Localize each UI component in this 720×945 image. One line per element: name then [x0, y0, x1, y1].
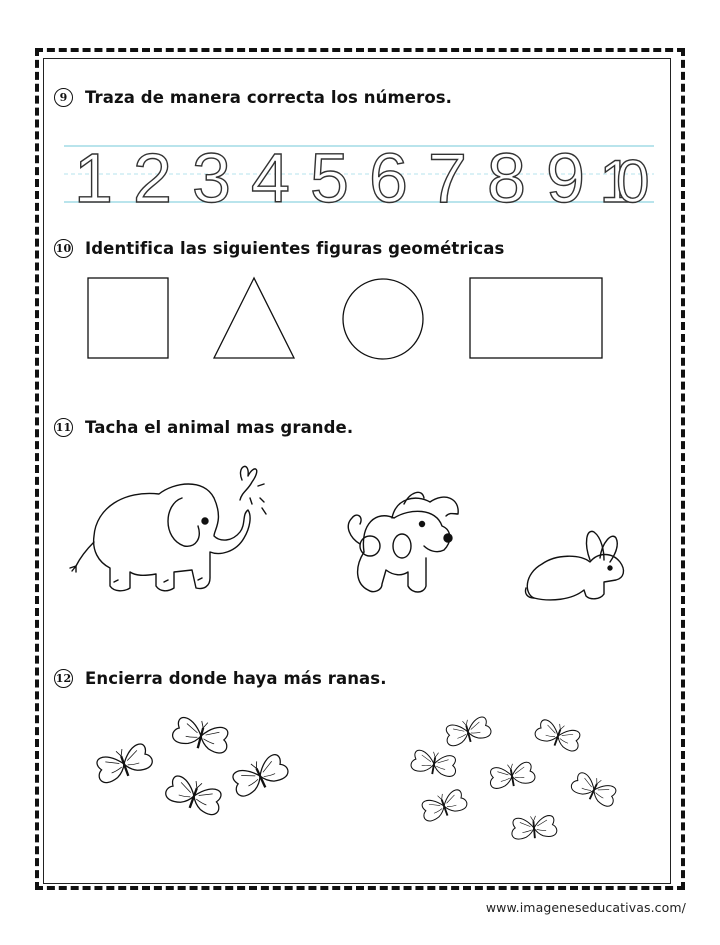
question-text: Tacha el animal mas grande. — [85, 418, 354, 437]
butterfly-area — [84, 706, 624, 856]
geometric-shapes — [84, 276, 612, 364]
trace-number-3: 3 — [192, 139, 231, 212]
question-text: Identifica las siguientes figuras geométricas — [85, 239, 505, 258]
butterfly-icon — [229, 751, 291, 799]
butterfly-icon — [443, 715, 492, 748]
animals-row — [64, 458, 654, 618]
question-text: Encierra donde haya más ranas. — [85, 669, 387, 688]
rabbit-illustration — [525, 531, 623, 600]
trace-number-10: 10 — [599, 148, 650, 212]
question-number-badge: 10 — [54, 239, 73, 258]
butterfly-icon — [419, 787, 469, 823]
footer-url: www.imageneseducativas.com/ — [485, 900, 686, 915]
question-11-heading — [54, 418, 353, 437]
number-tracing-area — [64, 136, 654, 212]
trace-number-5: 5 — [310, 139, 349, 212]
triangle-shape — [214, 278, 294, 358]
circle-shape — [343, 279, 423, 359]
butterfly-icon — [533, 717, 583, 753]
trace-number-7: 7 — [428, 139, 467, 212]
butterfly-icon — [171, 715, 232, 756]
butterfly-group-left — [93, 715, 291, 818]
question-number-badge: 12 — [54, 669, 73, 688]
trace-number-4: 4 — [251, 139, 290, 212]
trace-number-6: 6 — [369, 139, 408, 212]
trace-number-2: 2 — [133, 139, 172, 212]
butterfly-icon — [93, 741, 155, 786]
puppy-illustration — [348, 492, 458, 592]
question-number-badge: 9 — [54, 88, 73, 107]
question-number-badge: 11 — [54, 418, 73, 437]
trace-number-9: 9 — [546, 139, 585, 212]
butterfly-icon — [164, 773, 226, 818]
butterfly-icon — [569, 770, 619, 809]
butterfly-icon — [410, 748, 458, 778]
elephant-illustration — [70, 466, 266, 590]
question-text: Traza de manera correcta los números. — [85, 88, 453, 107]
rectangle-shape — [470, 278, 602, 358]
question-12-heading — [54, 669, 387, 688]
question-9-heading — [54, 88, 452, 107]
question-10-heading — [54, 239, 504, 258]
trace-number-8: 8 — [487, 139, 526, 212]
butterfly-icon — [488, 760, 536, 790]
butterfly-group-right — [410, 715, 619, 840]
square-shape — [88, 278, 168, 358]
butterfly-icon — [511, 814, 558, 840]
trace-number-1: 1 — [74, 139, 113, 212]
